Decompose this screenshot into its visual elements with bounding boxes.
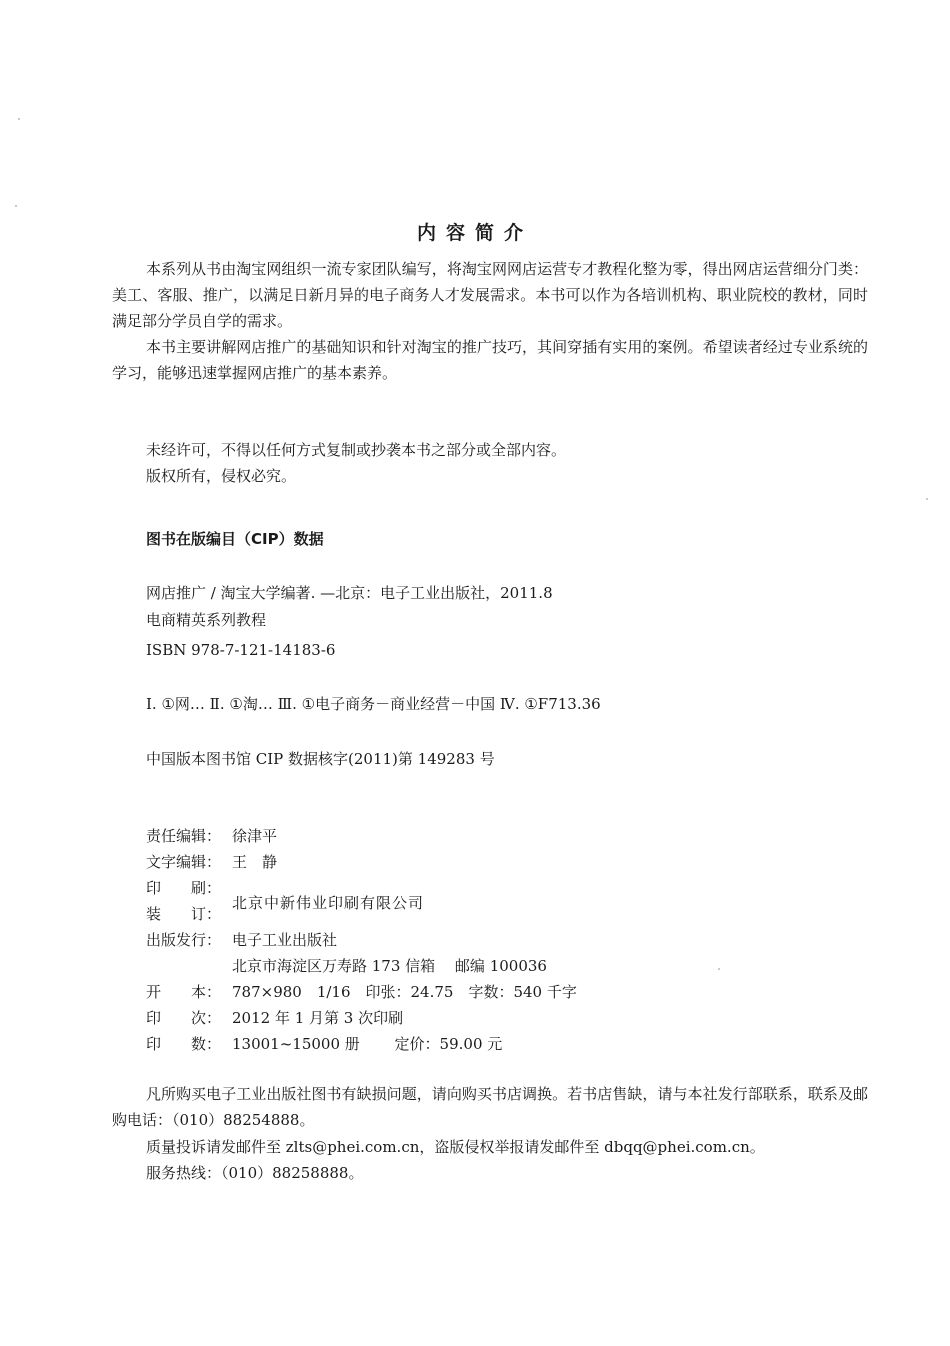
notice-email-line: 质量投诉请发邮件至 zlts@phei.com.cn，盗版侵权举报请发邮件至 dbqq@phei.com.cn。: [146, 1138, 765, 1156]
notice-paragraph: 凡所购买电子工业出版社图书有缺损问题，请向购买书店调换。若书店售缺，请与本社发行部联系，联系及邮购电话：（010）88254888。: [112, 1085, 868, 1129]
count-label: 印 数：: [146, 1035, 222, 1053]
publisher-label: 出版发行：: [146, 931, 222, 949]
text-editor-row: [146, 849, 577, 875]
edition-label: 印 次：: [146, 1009, 222, 1027]
copyright-line-2: 版权所有，侵权必究。: [146, 467, 297, 485]
editor-label: 责任编辑：: [146, 827, 222, 845]
publisher-value: 电子工业出版社: [232, 931, 338, 949]
copyright-line-1: 未经许可，不得以任何方式复制或抄袭本书之部分或全部内容。: [146, 441, 567, 459]
intro-paragraph-1: 本系列从书由淘宝网组织一流专家团队编写，将淘宝网网店运营专才教程化整为零，得出网店运营细分门类：美工、客服、推广，以满足日新月异的电子商务人才发展需求。本书可以作为各培训机构、职业院校的教材，同时满足部分学员自学的需求。: [112, 260, 868, 330]
text-editor-label: 文字编辑：: [146, 853, 222, 871]
cip-isbn: ISBN 978-7-121-14183-6: [146, 641, 336, 659]
format-label: 开 本：: [146, 983, 222, 1001]
text-editor-value: 王 静: [232, 853, 278, 871]
production-info: [146, 823, 577, 1057]
count-value: 13001~15000 册 定价：59.00 元: [232, 1035, 503, 1053]
format-row: [146, 979, 577, 1005]
scan-speck: [18, 118, 20, 120]
binding-label: 装 订：: [146, 905, 222, 923]
count-row: [146, 1031, 577, 1057]
cip-classification: Ⅰ. ①网… Ⅱ. ①淘… Ⅲ. ①电子商务－商业经营－中国 Ⅳ. ①F713.36: [146, 695, 601, 713]
scan-speck: [926, 498, 928, 500]
notice-hotline: 服务热线：（010）88258888。: [146, 1164, 364, 1182]
printer-name: 北京中新伟业印刷有限公司: [232, 894, 425, 912]
scan-speck: [15, 205, 17, 207]
edition-row: [146, 1005, 577, 1031]
editor-value: 徐津平: [232, 827, 278, 845]
format-value: 787×980 1/16 印张：24.75 字数：540 千字: [232, 983, 577, 1001]
cip-record-number: 中国版本图书馆 CIP 数据核字(2011)第 149283 号: [146, 750, 495, 768]
print-label: 印 刷：: [146, 879, 222, 897]
cip-line-1: 网店推广 / 淘宝大学编著. —北京：电子工业出版社，2011.8: [146, 584, 553, 602]
edition-value: 2012 年 1 月第 3 次印刷: [232, 1009, 404, 1027]
cip-heading: 图书在版编目（CIP）数据: [146, 530, 324, 548]
scan-speck: [718, 968, 720, 970]
address-value: 北京市海淀区万寿路 173 信箱 邮编 100036: [232, 957, 547, 975]
cip-line-2: 电商精英系列教程: [146, 611, 267, 629]
publisher-row: [146, 927, 577, 953]
editor-row: [146, 823, 577, 849]
address-row: [146, 953, 577, 979]
section-title: 内容简介: [416, 222, 533, 244]
intro-paragraph-2: 本书主要讲解网店推广的基础知识和针对淘宝的推广技巧，其间穿插有实用的案例。希望读者经过专业系统的学习，能够迅速掌握网店推广的基本素养。: [112, 338, 868, 382]
